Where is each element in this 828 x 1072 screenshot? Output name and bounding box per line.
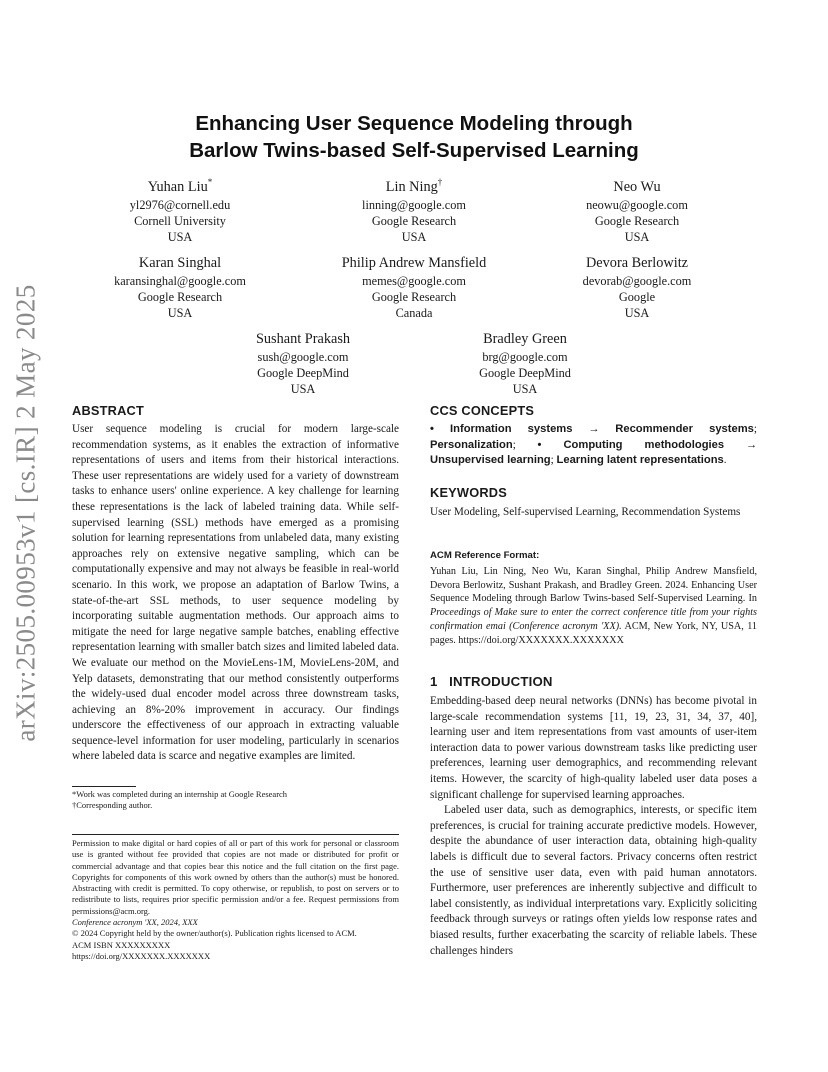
author-name: Yuhan Liu (147, 179, 208, 195)
ccs-term: • Information systems (430, 423, 573, 435)
introduction-heading (430, 674, 757, 689)
abstract-heading: ABSTRACT (72, 403, 144, 418)
doi-line: https://doi.org/XXXXXXX.XXXXXXX (72, 950, 211, 961)
ccs-end: . (723, 454, 727, 467)
author-email: sush@google.com (257, 350, 349, 364)
acm-reference-heading: ACM Reference Format: (430, 550, 540, 561)
author-name: Devora Berlowitz (585, 255, 689, 271)
author-email: linning@google.com (362, 198, 466, 212)
keywords-heading: KEYWORDS (430, 485, 507, 500)
footnotes (72, 789, 399, 812)
author-affiliation: Google Research (594, 214, 680, 228)
section-number: 1 (430, 674, 438, 689)
author-footnote-mark: * (207, 177, 213, 188)
author-name-line (65, 177, 295, 197)
author-name-line (522, 253, 752, 273)
footnote-rule (72, 786, 136, 787)
author-country: USA (290, 382, 316, 396)
author-name: Philip Andrew Mansfield (341, 255, 487, 271)
acm-ref-italic: Proceedings of Make sure to enter the correct conference title from your rights confirmation emai (Conference acronym 'XX). (430, 607, 757, 632)
author-footnote-mark: † (437, 177, 443, 188)
author-email: yl2976@cornell.edu (129, 198, 231, 212)
acm-reference-section (430, 549, 757, 648)
author-email: devorab@google.com (582, 274, 692, 288)
author-email: karansinghal@google.com (114, 274, 246, 288)
author-name: Bradley Green (483, 331, 567, 347)
ccs-term: Learning latent representations (556, 454, 724, 467)
author-name: Karan Singhal (138, 255, 222, 271)
author-email: memes@google.com (362, 274, 466, 288)
title-line-2: Barlow Twins-based Self-Supervised Learning (189, 139, 639, 162)
author-country: USA (167, 230, 193, 244)
permission-block (72, 838, 399, 962)
author-affiliation: Google DeepMind (479, 366, 571, 380)
intro-paragraph-1: Embedding-based deep neural networks (DNNs) has become pivotal in large-scale recommendation systems [11, 19, 23, 31, 34, 37, 40], learning user and item representations from vast amounts of user-item interaction data to power various downstream tasks like predicting user preferences, learning user demographics, and recommending relevant items. However, the scarcity of high-quality labeled user data poses a significant challenge for supervised learning approaches. (430, 695, 757, 801)
author-affiliation: Google Research (371, 214, 457, 228)
ccs-term: Recommender systems (615, 423, 754, 435)
author-email: brg@google.com (482, 350, 568, 364)
author-country: USA (624, 230, 650, 244)
abstract-section (72, 403, 399, 765)
author-country: USA (512, 382, 538, 396)
author-card (65, 253, 295, 321)
author-card (188, 329, 418, 397)
title-line-1: Enhancing User Sequence Modeling through (195, 112, 633, 135)
author-card (65, 177, 295, 245)
author-name-line (188, 329, 418, 349)
ccs-arrow: → (572, 423, 616, 435)
permission-text: Permission to make digital or hard copies of all or part of this work for personal or classroom use is granted without fee provided that copies are not made or distributed for profit or commercial advantage and that copies bear this notice and the full citation on the first page. Copyrights for components of this work owned by others than the author(s) must be honored. Abstracting with credit is permitted. To copy otherwise, or republish, to post on servers or to redistribute to lists, requires prior specific permission and/or a fee. Request permissions from permissions@acm.org. (72, 838, 399, 916)
author-name: Sushant Prakash (255, 331, 351, 347)
section-title: INTRODUCTION (449, 674, 553, 689)
author-card (522, 177, 752, 245)
permission-rule (72, 834, 399, 835)
ccs-sep: ; (512, 438, 538, 451)
introduction-section (430, 674, 757, 959)
intro-paragraph-2: Labeled user data, such as demographics, interests, or specific item preferences, is crucial for training accurate predictive models. However, despite the abundance of user interaction data, obtaining high-quality labels is difficult due to several factors. Privacy concerns often restrict the use of sensitive user data, even with paid human annotators. Furthermore, user preferences are inherently subjective and difficult to label consistently, as individual interpretations vary. Explicitly soliciting feedback through surveys or ratings often yields low response rates and biased results, further exacerbating the scarcity of reliable labels. These challenges hinders (430, 804, 757, 957)
ccs-sep: ; (753, 423, 758, 435)
ccs-term: • Computing methodologies (537, 438, 725, 451)
acm-reference-text (430, 565, 757, 648)
ccs-term: Personalization (430, 438, 513, 451)
acm-ref-pre: Yuhan Liu, Lin Ning, Neo Wu, Karan Singhal, Philip Andrew Mansfield, Devora Berlowitz, Sushant Prakash, and Bradley Green. 2024. Enhancing User Sequence Modeling through Barlow Twins-based Self-Supervised Learning. In (430, 565, 757, 605)
author-card (522, 253, 752, 321)
conference-line: Conference acronym 'XX, 2024, XXX (72, 917, 198, 928)
copyright-line: © 2024 Copyright held by the owner/author(s). Publication rights licensed to ACM. (72, 928, 357, 939)
paper-title (0, 110, 828, 164)
author-affiliation: Cornell University (134, 214, 226, 228)
keywords-text: User Modeling, Self-supervised Learning, Recommendation Systems (430, 506, 741, 518)
author-card (299, 177, 529, 245)
isbn-line: ACM ISBN XXXXXXXXX (72, 939, 171, 950)
ccs-sep: ; (550, 454, 557, 467)
author-name-line (410, 329, 640, 349)
footnote-internship: *Work was completed during an internship at Google Research (72, 789, 288, 799)
author-name: Lin Ning (385, 179, 438, 195)
acm-ref-post: ACM, New York, NY, USA, 11 pages. https://doi.org/XXXXXXX.XXXXXXX (430, 620, 757, 646)
ccs-term: Unsupervised learning (430, 454, 551, 467)
author-country: Canada (395, 306, 433, 320)
author-name: Neo Wu (613, 179, 661, 195)
author-country: USA (167, 306, 193, 320)
author-country: USA (401, 230, 427, 244)
author-name-line (522, 177, 752, 197)
ccs-text (430, 422, 757, 469)
ccs-section (430, 403, 757, 469)
author-affiliation: Google (618, 290, 656, 304)
author-email: neowu@google.com (586, 198, 688, 212)
arxiv-stamp (2, 284, 50, 742)
author-name-line (65, 253, 295, 273)
author-card (299, 253, 529, 321)
author-affiliation: Google Research (137, 290, 223, 304)
author-name-line (299, 177, 529, 197)
author-affiliation: Google Research (371, 290, 457, 304)
arxiv-stamp-text: arXiv:2505.00953v1 [cs.IR] 2 May 2025 (10, 284, 41, 742)
footnote-corresponding: †Corresponding author. (72, 800, 153, 811)
ccs-arrow: → (724, 438, 757, 451)
keywords-section (430, 485, 757, 521)
author-name-line (299, 253, 529, 273)
ccs-heading: CCS CONCEPTS (430, 403, 535, 418)
author-country: USA (624, 306, 650, 320)
author-card (410, 329, 640, 397)
abstract-text: User sequence modeling is crucial for modern large-scale recommendation systems, as it enables the extraction of informative representations of users and items from their historical interactions. These user representations are widely used for a variety of downstream tasks to enhance users' online experience. A key challenge for learning these representations is the lack of labeled training data. While self-supervised learning (SSL) methods have emerged as a promising solution for learning representations from unlabeled data, many existing approaches rely on extensive negative sampling, which can be computationally expensive and may not always be feasible in real-world scenario. In this work, we propose an adaptation of Barlow Twins, a state-of-the-art SSL methods, to user sequence modeling by incorporating suitable augmentation methods. Our approach aims to mitigate the need for large negative sample batches, enabling effective representation learning with smaller batch sizes and limited labeled data. We evaluate our method on the MovieLens-1M, MovieLens-20M, and Yelp datasets, demonstrating that our method consistently outperforms the widely-used dual encoder model across three downstream tasks, achieving an 8%-20% improvement in accuracy. Our findings underscore the effectiveness of our approach in extracting valuable sequence-level information for user modeling, particularly in scenarios where labeled data is scarce and negative examples are limited. (72, 423, 399, 763)
author-affiliation: Google DeepMind (257, 366, 349, 380)
